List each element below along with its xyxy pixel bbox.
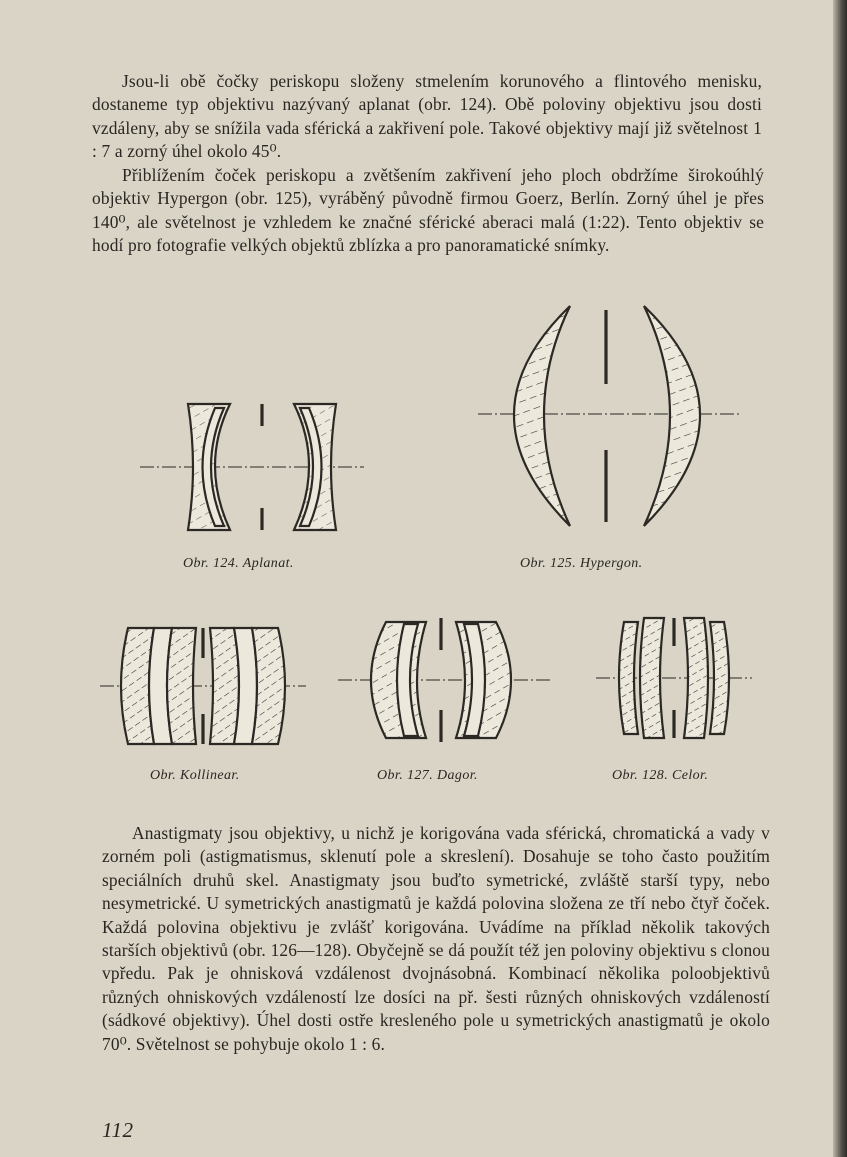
figure-aplanat [140,390,370,540]
paragraph-aplanat: Jsou-li obě čočky periskopu složeny stmelením korunového a flintového menisku, dostaneme typ objektivu nazývaný aplanat (obr. 124). Obě poloviny objektivu jsou dosti vzdáleny, aby se snížila vada sférická a zakřivení pole. Takové objektivy mají již světelnost 1 : 7 a zorný úhel okolo 45⁰. [92,71,762,162]
paragraph-hypergon: Přiblížením čoček periskopu a zvětšením zakřivení jeho ploch obdržíme širokoúhlý objektiv Hypergon (obr. 125), vyráběný původně firmou Goerz, Berlín. Zorný úhel je přes 140⁰, ale světelnost je vzhledem ke značné sférické aberaci malá (1:22). Tento objektiv se hodí pro fotografie velkých objektů zblízka a pro panoramatické snímky. [92,165,764,256]
figure-hypergon [478,300,748,535]
celor-diagram [596,610,756,745]
figure-celor [596,610,756,745]
caption-hypergon: Obr. 125. Hypergon. [520,556,643,571]
aplanat-diagram [140,390,370,540]
caption-dagor: Obr. 127. Dagor. [377,768,478,783]
figure-dagor [338,610,553,745]
dagor-diagram [338,610,553,745]
page-number: 112 [102,1118,134,1142]
caption-aplanat: Obr. 124. Aplanat. [183,556,294,571]
caption-celor: Obr. 128. Celor. [612,768,709,783]
paragraph-anastigmaty: Anastigmaty jsou objektivy, u nichž je korigována vada sférická, chromatická a vady v zorném poli (astigmatismus, sklenutí pole a skreslení). Dosahuje se toho často použitím speciálních druhů skel. Anastigmaty jsou buďto symetrické, zvláště starší typy, nebo nesymetrické. U symetrických anastigmatů je každá polovina složena ze tří nebo čtyř čoček. Každá polovina objektivu je zvlášť korigována. Uvádíme na příklad několik takových starších objektivů (obr. 126—128). Obyčejně se dá použít též jen poloviny objektivu s clonou vpředu. Pak je ohnisková vzdálenost dvojnásobná. Kombinací několika poloobjektivů různých ohniskových vzdáleností lze dosíci na př. šesti různých ohniskových vzdáleností (sádkové objektivy). Úhel dosti ostře kresleného pole u symetrických anastigmatů je okolo 70⁰. Světelnost se pohybuje okolo 1 : 6. [102,823,770,1054]
figure-kollinear [100,618,310,753]
hypergon-diagram [478,300,748,535]
kollinear-diagram [100,618,310,753]
caption-kollinear: Obr. Kollinear. [150,768,240,783]
page-edge-shadow [833,0,847,1157]
